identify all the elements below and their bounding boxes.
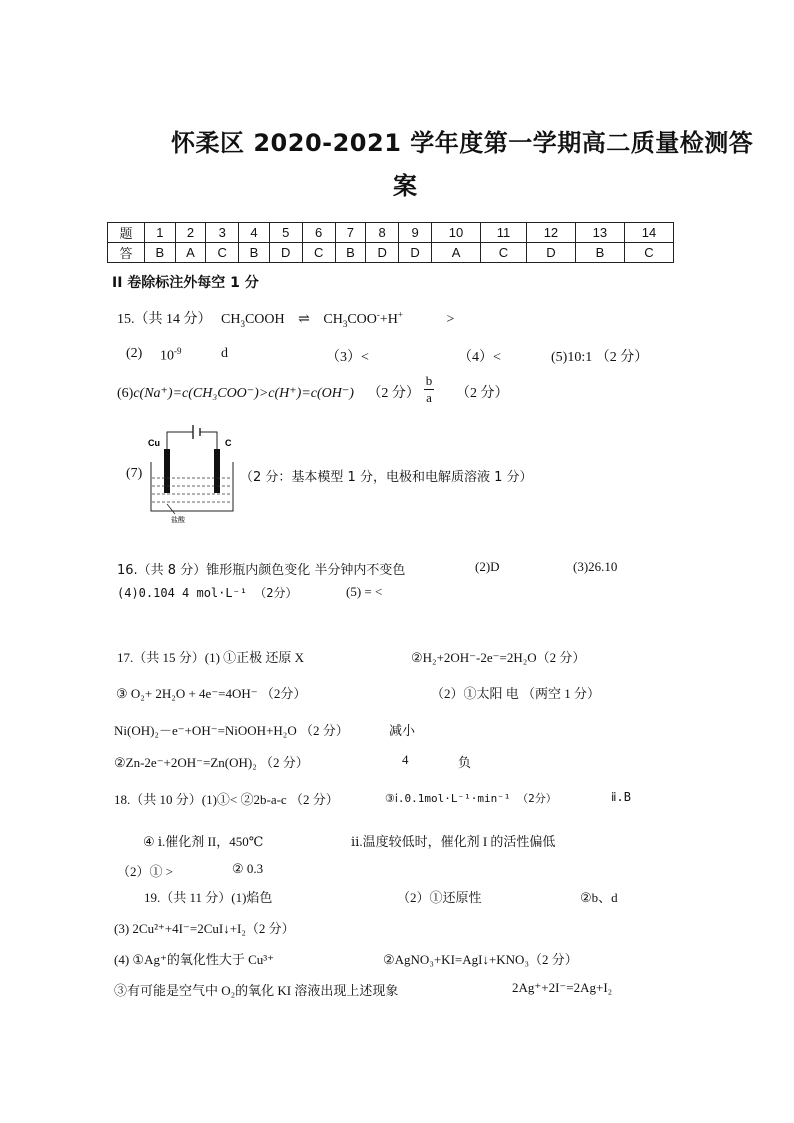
q17-line4c: 负 — [458, 755, 472, 770]
question-number: 14 — [624, 223, 673, 243]
answer-table — [107, 222, 674, 263]
answer-cell: B — [335, 243, 366, 263]
row-label-question: 题 — [108, 223, 145, 243]
q17-line4a: ②Zn-2e⁻+2OH⁻=Zn(OH)₂ （2 分） — [114, 755, 309, 770]
question-number: 7 — [335, 223, 366, 243]
q19-line2: (3) 2Cu²⁺+4I⁻=2CuI↓+I₂（2 分） — [114, 921, 295, 936]
page-title-line1: 怀柔区 2020-2021 学年度第一学期高二质量检测答 — [171, 129, 754, 157]
answer-cell: C — [624, 243, 673, 263]
q17-line4b: 4 — [402, 752, 409, 767]
question-number: 13 — [575, 223, 624, 243]
q15-head: 15.（共 14 分） — [117, 312, 212, 327]
q15-p5: (5)10:1 （2 分） — [551, 350, 649, 365]
electrolytic-cell-diagram — [145, 424, 240, 524]
equilibrium-arrow: ⇌ — [298, 312, 310, 327]
battery-icon — [193, 425, 200, 439]
q15-p2-value: $10^{-9}$ — [160, 346, 182, 364]
q17-line2a: ③ O₂+ 2H₂O + 4e⁻=4OH⁻ （2分） — [116, 686, 307, 701]
q18-line2b: ⅱ.温度较低时，催化剂 I 的活性偏低 — [351, 834, 556, 849]
q15-p7-note: （2 分：基本模型 1 分，电极和电解质溶液 1 分） — [240, 470, 533, 485]
q15-gt: > — [446, 312, 455, 327]
answer-cell: D — [399, 243, 432, 263]
answer-row — [108, 243, 674, 263]
q19-line3a: (4) ①Ag⁺的氧化性大于 Cu³⁺ — [114, 952, 274, 967]
q17-line3a: Ni(OH)₂－e⁻+OH⁻=NiOOH+H₂O （2 分） — [114, 723, 349, 738]
q15-p3: （3）< — [326, 350, 369, 365]
q15-eq-right: $CH_3COO^-+H^+$ — [323, 309, 403, 329]
q15-p7: (7) — [126, 466, 143, 481]
question-number: 1 — [145, 223, 176, 243]
question-number: 5 — [269, 223, 302, 243]
answer-cell: B — [145, 243, 176, 263]
q16-line2b: (5) = < — [346, 584, 383, 599]
q18-line1a: 18.（共 10 分）(1)①< ②2b-a-c （2 分） — [114, 792, 339, 807]
fraction-b-over-a: $\frac{b}{a}$ — [425, 373, 433, 405]
solution-label: 盐酸 — [171, 516, 185, 524]
question-number: 3 — [206, 223, 239, 243]
question-number: 11 — [481, 223, 527, 243]
question-number: 6 — [302, 223, 335, 243]
answer-cell: D — [366, 243, 399, 263]
q16-p2: (2)D — [475, 559, 500, 574]
wire — [167, 432, 217, 449]
q19-line1c: ②b、d — [580, 890, 618, 905]
answer-cell: B — [575, 243, 624, 263]
solution-pointer — [167, 504, 175, 514]
answer-cell: D — [526, 243, 575, 263]
question-number: 10 — [432, 223, 481, 243]
question-number: 8 — [366, 223, 399, 243]
q19-line1a: 19.（共 11 分）(1)焰色 — [144, 890, 273, 905]
question-number: 12 — [526, 223, 575, 243]
q15-eq-left: $CH_3COOH$ — [221, 312, 285, 329]
answer-cell: C — [481, 243, 527, 263]
q16-line1: 16.（共 8 分）锥形瓶内颜色变化 半分钟内不变色 — [117, 563, 406, 578]
answer-cell: A — [432, 243, 481, 263]
q15-line1 — [117, 308, 454, 329]
q18-line1b: ③ⅰ.0.1mol·L⁻¹·min⁻¹ （2分） — [385, 792, 557, 805]
q17-line2b: （2）①太阳 电 （两空 1 分） — [431, 686, 601, 701]
q18-line2a: ④ ⅰ.催化剂 II，450℃ — [143, 834, 264, 849]
beaker — [151, 462, 233, 511]
q16-p3: (3)26.10 — [573, 559, 618, 574]
q15-p2: (2) — [126, 346, 143, 361]
q18-line3b: ② 0.3 — [232, 861, 264, 876]
answer-cell: A — [175, 243, 206, 263]
carbon-electrode-label: C — [225, 438, 232, 448]
q17-line1b: ②H₂+2OH⁻-2e⁻=2H₂O（2 分） — [411, 650, 586, 665]
answer-cell: B — [239, 243, 270, 263]
q18-line1c: ⅱ.B — [611, 790, 631, 804]
answer-cell: C — [302, 243, 335, 263]
q15-p6-equation: c(Na⁺)=c(CH₃COO⁻)>c(H⁺)=c(OH⁻) — [133, 386, 354, 401]
question-number: 9 — [399, 223, 432, 243]
cu-electrode-label: Cu — [148, 438, 160, 448]
question-number: 2 — [175, 223, 206, 243]
q18-line3a: （2）① > — [117, 864, 174, 879]
q17-line1a: 17.（共 15 分）(1) ①正极 还原 X — [117, 650, 305, 665]
q15-frac-score: （2 分） — [456, 386, 509, 401]
q19-line1b: （2）①还原性 — [397, 890, 482, 905]
q15-p4: （4）< — [458, 350, 501, 365]
q19-line4a: ③有可能是空气中 O₂的氧化 KI 溶液出现上述现象 — [114, 983, 399, 998]
question-number-row — [108, 223, 674, 243]
q16-line2a: (4)0.104 4 mol·L⁻¹ （2分） — [117, 586, 298, 600]
row-label-answer: 答 — [108, 243, 145, 263]
q17-line3b: 减小 — [389, 723, 416, 738]
page-title-line2: 案 — [393, 172, 418, 200]
q15-p6: (6)c(Na⁺)=c(CH₃COO⁻)>c(H⁺)=c(OH⁻) （2 分） — [117, 386, 420, 401]
q15-p2-d: d — [221, 346, 228, 361]
q19-line3b: ②AgNO₃+KI=AgI↓+KNO₃（2 分） — [383, 952, 578, 967]
question-number: 4 — [239, 223, 270, 243]
answer-cell: D — [269, 243, 302, 263]
answer-cell: C — [206, 243, 239, 263]
q19-line4b: 2Ag⁺+2I⁻=2Ag+I₂ — [512, 980, 613, 995]
scoring-note: II 卷除标注外每空 1 分 — [112, 275, 259, 291]
